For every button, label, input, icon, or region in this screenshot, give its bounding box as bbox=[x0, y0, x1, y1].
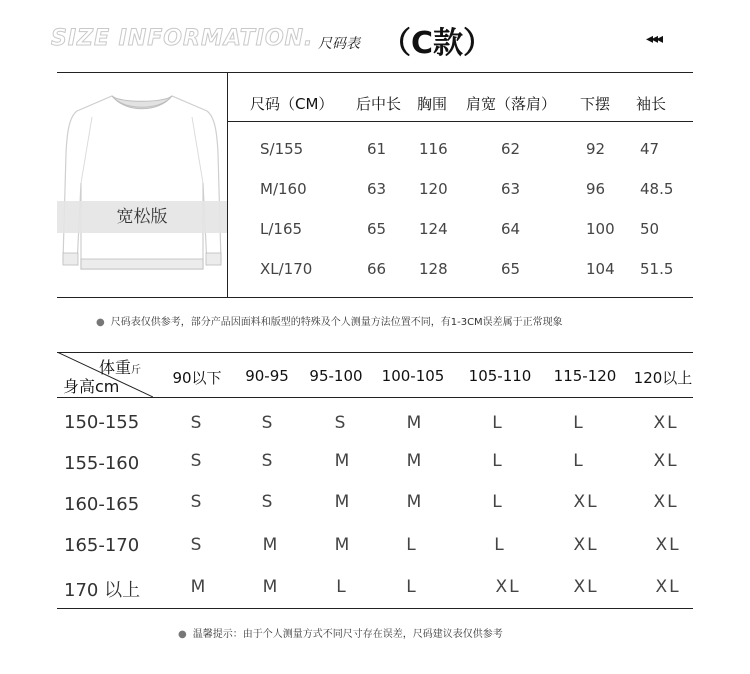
rec-cell: S bbox=[190, 413, 204, 433]
size-cell: 63 bbox=[367, 180, 387, 198]
size-cell: S/155 bbox=[260, 140, 304, 158]
rec-cell: XL bbox=[653, 413, 679, 433]
size-cell: 120 bbox=[419, 180, 448, 198]
rec-cell: S bbox=[261, 413, 275, 433]
size-cell: 61 bbox=[367, 140, 387, 158]
rec-cell: XL bbox=[653, 492, 679, 512]
rec-cell: S bbox=[190, 535, 204, 555]
size-cell: 51.5 bbox=[640, 260, 674, 278]
rec-cell: XL bbox=[653, 451, 679, 471]
col-header-size: 尺码（CM） bbox=[250, 95, 334, 113]
size-note-text: 尺码表仅供参考，部分产品因面料和版型的特殊及个人测量方法位置不同，有1-3CM误差属于正常现象 bbox=[110, 317, 563, 328]
size-note bbox=[96, 313, 563, 328]
height-row-label: 165-170 bbox=[64, 535, 140, 556]
col-header-chest: 胸围 bbox=[417, 95, 448, 113]
size-cell: 92 bbox=[586, 140, 606, 158]
rec-cell: L bbox=[406, 577, 418, 597]
sweatshirt-icon bbox=[57, 73, 227, 297]
weight-col-header: 115-120 bbox=[553, 367, 617, 385]
size-cell: 48.5 bbox=[640, 180, 674, 198]
size-cell: 62 bbox=[501, 140, 521, 158]
rec-cell: XL bbox=[573, 577, 599, 597]
rec-cell: S bbox=[334, 413, 348, 433]
rec-cell: XL bbox=[573, 492, 599, 512]
rec-cell: M bbox=[406, 492, 424, 512]
rec-cell: S bbox=[261, 451, 275, 471]
rec-cell: XL bbox=[655, 535, 681, 555]
rec-cell: M bbox=[334, 492, 352, 512]
recommend-note bbox=[178, 625, 503, 640]
rec-cell: M bbox=[262, 535, 280, 555]
col-header-shoulder: 肩宽（落肩） bbox=[466, 95, 557, 113]
weight-col-header: 90以下 bbox=[172, 369, 222, 387]
size-cell: 104 bbox=[586, 260, 615, 278]
size-cell: M/160 bbox=[260, 180, 307, 198]
rec-cell: M bbox=[334, 451, 352, 471]
rec-cell: M bbox=[262, 577, 280, 597]
recommend-note-text: 温馨提示：由于个人测量方式不同尺寸存在误差，尺码建议表仅供参考 bbox=[192, 629, 503, 640]
size-cell: 50 bbox=[640, 220, 660, 238]
rec-cell: L bbox=[494, 535, 506, 555]
size-cell: 47 bbox=[640, 140, 660, 158]
size-cell: 124 bbox=[419, 220, 448, 238]
rec-cell: XL bbox=[495, 577, 521, 597]
size-cell: XL/170 bbox=[260, 260, 313, 278]
height-row-label: 160-165 bbox=[64, 494, 140, 515]
rec-cell: L bbox=[336, 577, 348, 597]
top-table-border-bottom bbox=[57, 297, 693, 298]
size-cell: 116 bbox=[419, 140, 448, 158]
rec-cell: M bbox=[406, 413, 424, 433]
size-cell: 96 bbox=[586, 180, 606, 198]
rec-table-header-line bbox=[57, 397, 693, 398]
fit-label: 宽松版 bbox=[116, 207, 168, 227]
weight-col-header: 95-100 bbox=[309, 367, 363, 385]
weight-col-header: 105-110 bbox=[468, 367, 532, 385]
weight-col-header: 90-95 bbox=[245, 367, 289, 385]
rec-cell: L bbox=[573, 413, 585, 433]
col-header-back-length: 后中长 bbox=[356, 95, 402, 113]
arrows-icon: ◂◂◂ bbox=[646, 31, 662, 47]
size-cell: 65 bbox=[367, 220, 387, 238]
rec-cell: M bbox=[334, 535, 352, 555]
top-table-header-line bbox=[227, 121, 693, 122]
weight-col-header: 120以上 bbox=[633, 369, 693, 387]
weight-label: 体重斤 bbox=[99, 358, 142, 377]
rec-cell: XL bbox=[655, 577, 681, 597]
size-cell: 128 bbox=[419, 260, 448, 278]
size-cell: 66 bbox=[367, 260, 387, 278]
bullet-icon: ● bbox=[96, 317, 105, 328]
rec-cell: S bbox=[190, 451, 204, 471]
col-header-hem: 下摆 bbox=[580, 95, 611, 113]
style-label: （C款） bbox=[381, 26, 494, 61]
height-row-label: 170 以上 bbox=[64, 580, 141, 601]
rec-cell: L bbox=[492, 413, 504, 433]
size-cell: 64 bbox=[501, 220, 521, 238]
rec-cell: L bbox=[492, 492, 504, 512]
size-cell: 63 bbox=[501, 180, 521, 198]
height-row-label: 150-155 bbox=[64, 412, 140, 433]
height-label: 身高cm bbox=[63, 377, 120, 396]
rec-cell: S bbox=[190, 492, 204, 512]
garment-image bbox=[57, 73, 227, 297]
height-row-label: 155-160 bbox=[64, 453, 140, 474]
bullet-icon: ● bbox=[178, 629, 187, 640]
title-english: SIZE INFORMATION. bbox=[51, 26, 314, 51]
rec-cell: M bbox=[190, 577, 208, 597]
weight-col-header: 100-105 bbox=[381, 367, 445, 385]
rec-cell: L bbox=[406, 535, 418, 555]
rec-table-border-bottom bbox=[57, 608, 693, 609]
size-cell: L/165 bbox=[260, 220, 303, 238]
rec-cell: L bbox=[573, 451, 585, 471]
rec-cell: L bbox=[492, 451, 504, 471]
size-cell: 100 bbox=[586, 220, 615, 238]
rec-cell: M bbox=[406, 451, 424, 471]
rec-cell: S bbox=[261, 492, 275, 512]
size-cell: 65 bbox=[501, 260, 521, 278]
col-header-sleeve: 袖长 bbox=[636, 95, 667, 113]
rec-cell: XL bbox=[573, 535, 599, 555]
top-table-divider bbox=[227, 72, 228, 297]
title-chinese: 尺码表 bbox=[318, 36, 360, 52]
